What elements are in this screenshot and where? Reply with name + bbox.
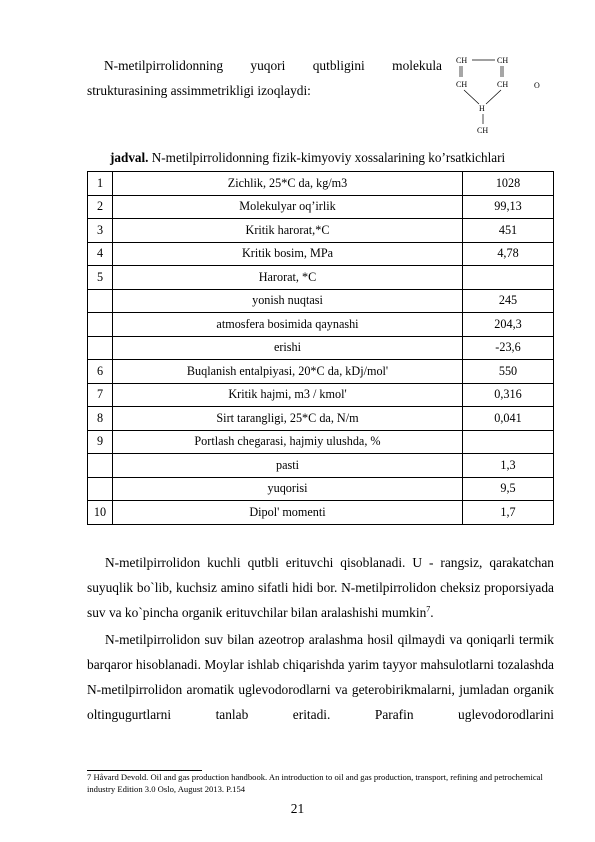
property-value: 9,5 (463, 477, 554, 501)
property-value: 245 (463, 289, 554, 313)
footnote-ref[interactable]: 7 (426, 604, 431, 614)
property-name: yonish nuqtasi (113, 289, 463, 313)
property-name: erishi (113, 336, 463, 360)
table-row (88, 219, 554, 243)
property-value: 4,78 (463, 242, 554, 266)
table-row (88, 266, 554, 290)
intro-word: qutbligini (312, 58, 365, 73)
property-value: 451 (463, 219, 554, 243)
row-number (88, 454, 113, 478)
properties-table (87, 171, 554, 525)
paragraph (87, 550, 554, 625)
footnote: 7 Håvard Devold. Oil and gas production handbook. An introduction to oil and gas production, transport, refining and petrochemical industry Edition 3.0 Oslo, August 2013. P.154 (87, 772, 543, 794)
table-row (88, 336, 554, 360)
row-number (88, 336, 113, 360)
property-name: Portlash chegarasi, hajmiy ulushda, % (113, 430, 463, 454)
table-caption (110, 150, 505, 166)
table-row (88, 430, 554, 454)
property-value: 550 (463, 360, 554, 384)
formula-label: CH (456, 80, 468, 89)
property-name: Harorat, *C (113, 266, 463, 290)
paragraph: N-metilpirrolidon suv bilan azeotrop aralashma hosil qilmaydi va qoniqarli termik barqaror hisoblanadi. Moylar ishlab chiqarishda yarim tayyor mahsulotlarni tozalashda N-metilpirrolidon aromatik uglevodorodlarni va geterobirikmalarni, jumladan organik oltingugurtlarni tanlab eritadi. Parafin uglevodorodlarini (87, 632, 554, 722)
property-name: yuqorisi (113, 477, 463, 501)
table-row (88, 289, 554, 313)
property-value: 204,3 (463, 313, 554, 337)
table-row (88, 383, 554, 407)
row-number: 9 (88, 430, 113, 454)
property-name: Kritik harorat,*C (113, 219, 463, 243)
row-number: 10 (88, 501, 113, 525)
property-value (463, 430, 554, 454)
property-value: 1028 (463, 172, 554, 196)
row-number: 8 (88, 407, 113, 431)
intro-line-2: strukturasining assimmetrikligi izoqlaydi: (87, 83, 311, 98)
intro-word: molekula (392, 58, 442, 73)
structural-formula (448, 52, 558, 140)
table-row (88, 501, 554, 525)
intro-text (87, 53, 442, 103)
property-name: Zichlik, 25*C da, kg/m3 (113, 172, 463, 196)
property-value: 1,3 (463, 454, 554, 478)
property-name: Sirt tarangligi, 25*C da, N/m (113, 407, 463, 431)
row-number: 2 (88, 195, 113, 219)
intro-line-1 (87, 53, 442, 78)
formula-label: H (479, 104, 485, 113)
property-name: Kritik bosim, MPa (113, 242, 463, 266)
formula-label: O (534, 81, 540, 90)
table-row (88, 477, 554, 501)
table-row (88, 313, 554, 337)
property-name: pasti (113, 454, 463, 478)
intro-word: yuqori (250, 58, 286, 73)
row-number: 1 (88, 172, 113, 196)
property-value: 0,316 (463, 383, 554, 407)
row-number: 6 (88, 360, 113, 384)
formula-label: CH (456, 56, 468, 65)
formula-label: CH (497, 56, 509, 65)
property-value (463, 266, 554, 290)
property-name: Dipol' momenti (113, 501, 463, 525)
table-row (88, 454, 554, 478)
caption-text: N-metilpirrolidonning fizik-kimyoviy xossalarining ko’rsatkichlari (148, 150, 506, 165)
table-row (88, 242, 554, 266)
property-name: Buqlanish entalpiyasi, 20*C da, kDj/mol' (113, 360, 463, 384)
formula-label: CH (477, 126, 489, 135)
row-number (88, 477, 113, 501)
property-value: 0,041 (463, 407, 554, 431)
paragraph-text: N-metilpirrolidon kuchli qutbli erituvchi qisoblanadi. U - rangsiz, qarakatchan suyuqlik bo`lib, kuchsiz amino sifatli hidi bor. N-metilpirrolidon cheksiz proporsiyada suv va ko`pincha organik erituvchilar bilan aralashishi mumkin (87, 555, 554, 620)
table-row (88, 195, 554, 219)
paragraph-end: . (430, 605, 434, 620)
row-number: 3 (88, 219, 113, 243)
caption-label: jadval. (110, 150, 149, 165)
table-row (88, 407, 554, 431)
page-number: 21 (290, 801, 305, 816)
property-name: Kritik hajmi, m3 / kmol' (113, 383, 463, 407)
property-name: Molekulyar oq’irlik (113, 195, 463, 219)
row-number (88, 289, 113, 313)
body-text (87, 550, 554, 727)
property-value: 99,13 (463, 195, 554, 219)
row-number (88, 313, 113, 337)
property-name: atmosfera bosimida qaynashi (113, 313, 463, 337)
intro-word: N-metilpirrolidonning (104, 58, 224, 73)
structural-formula-drawing (448, 52, 558, 140)
row-number: 4 (88, 242, 113, 266)
table-row (88, 360, 554, 384)
row-number: 7 (88, 383, 113, 407)
formula-label: CH (497, 80, 509, 89)
property-value: 1,7 (463, 501, 554, 525)
table-row (88, 172, 554, 196)
row-number: 5 (88, 266, 113, 290)
property-value: -23,6 (463, 336, 554, 360)
